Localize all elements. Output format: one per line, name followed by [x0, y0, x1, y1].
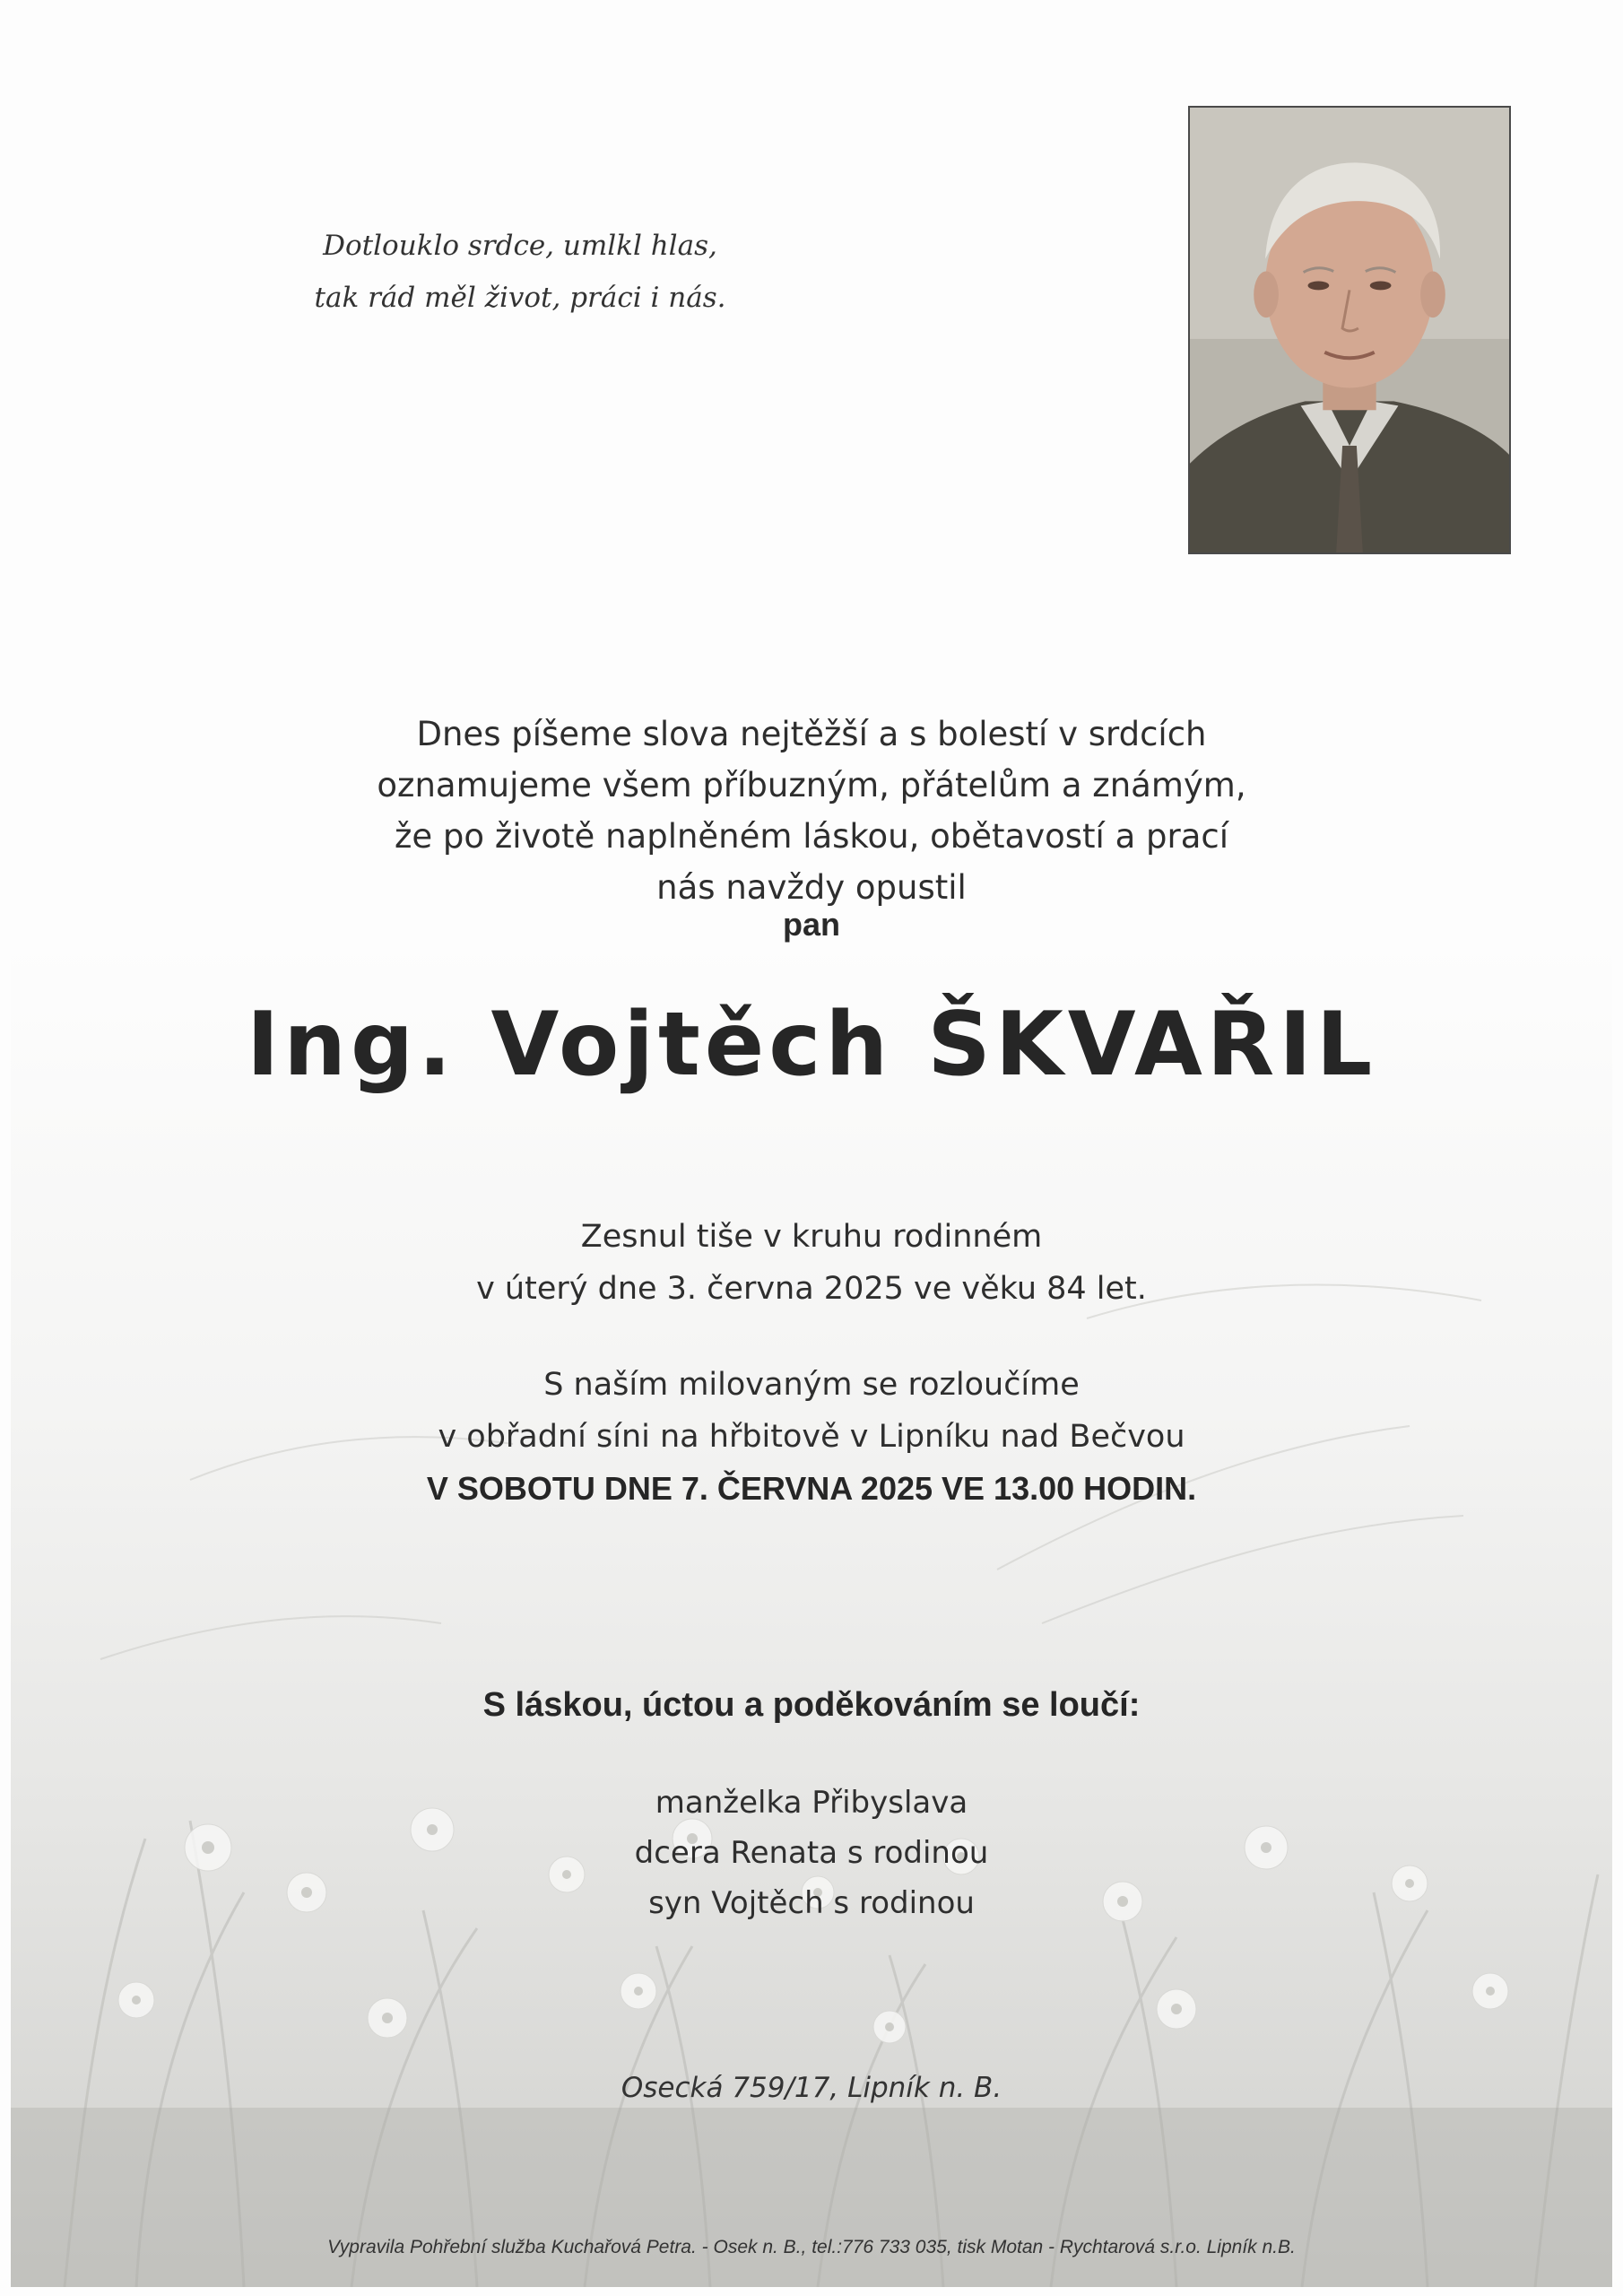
- verse-line-2: tak rád měl život, práci i nás.: [314, 282, 726, 314]
- death-line-2: v úterý dne 3. června 2025 ve věku 84 let.: [476, 1271, 1147, 1307]
- mourner-item: manželka Přibyslava: [655, 1785, 968, 1821]
- mourner-item: dcera Renata s rodinou: [634, 1835, 989, 1871]
- announcement-line-2: oznamujeme všem příbuzným, přátelům a známým,: [377, 766, 1246, 804]
- funeral-details: [273, 1359, 1350, 1515]
- salutation: pan: [782, 906, 840, 943]
- deceased-name: Ing. Vojtěch ŠKVAŘIL: [246, 994, 1377, 1096]
- family-address: Osecká 759/17, Lipník n. B.: [621, 2072, 1002, 2104]
- funeral-line-1: S naším milovaným se rozloučíme: [543, 1367, 1080, 1403]
- funeral-line-2: v obřadní síni na hřbitově v Lipníku nad Bečvou: [438, 1419, 1185, 1455]
- portrait-photo: [1190, 108, 1509, 552]
- death-line-1: Zesnul tiše v kruhu rodinném: [580, 1219, 1043, 1255]
- deceased-portrait: [1188, 106, 1511, 554]
- mourner-item: syn Vojtěch s rodinou: [648, 1885, 975, 1921]
- memorial-verse: [305, 220, 735, 324]
- funeral-service-credit: Vypravila Pohřební služba Kuchařová Petra. - Osek n. B., tel.:776 733 035, tisk Motan - Rychtarová s.r.o. Lipník n.B.: [327, 2237, 1296, 2257]
- mourners-heading: S láskou, úctou a poděkováním se loučí:: [482, 1686, 1141, 1724]
- announcement-line-1: Dnes píšeme slova nejtěžší a s bolestí v srdcích: [416, 715, 1207, 753]
- announcement-text: [363, 709, 1260, 913]
- announcement-line-4: nás navždy opustil: [656, 868, 967, 907]
- death-details: [363, 1211, 1260, 1315]
- mourners-list: [453, 1778, 1170, 1928]
- verse-line-1: Dotlouklo srdce, umlkl hlas,: [323, 230, 717, 262]
- funeral-date-time: V SOBOTU DNE 7. ČERVNA 2025 VE 13.00 HODIN.: [426, 1470, 1197, 1507]
- announcement-line-3: že po životě naplněném láskou, obětavostí a prací: [394, 817, 1229, 856]
